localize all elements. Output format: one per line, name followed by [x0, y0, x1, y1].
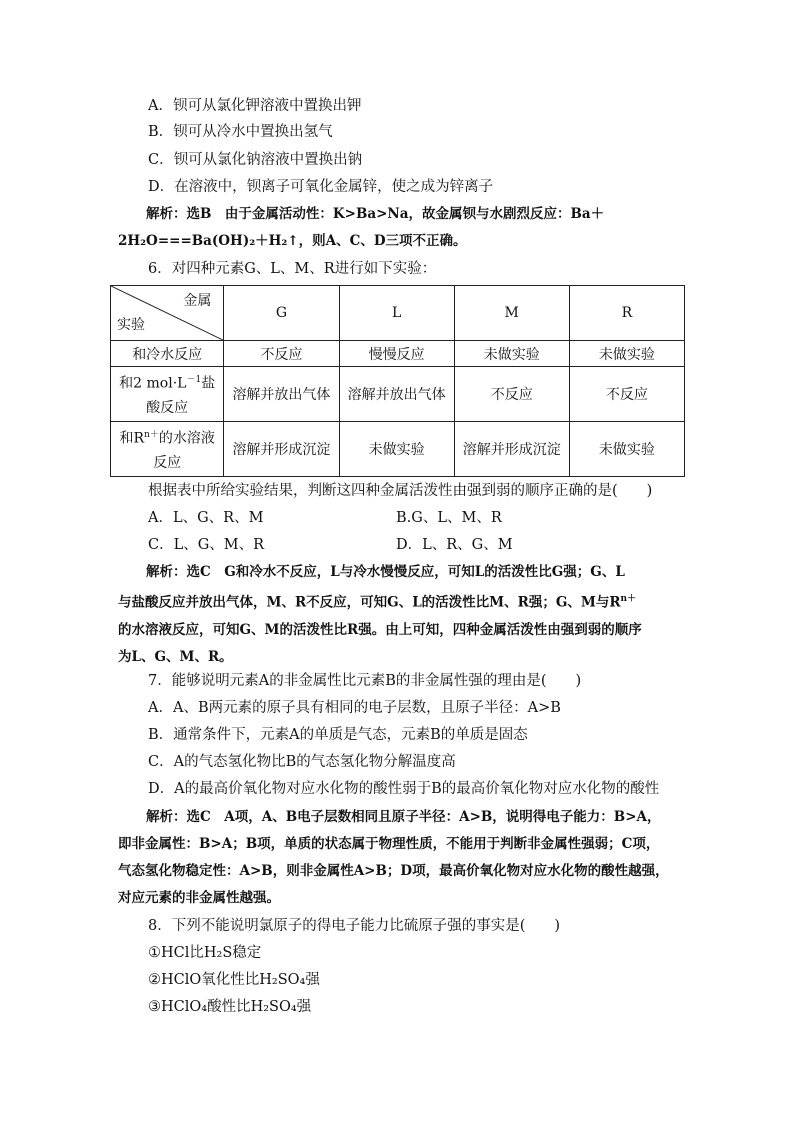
table-cell: 未做实验: [569, 341, 684, 367]
q5-option-c: C．钡可从氯化钠溶液中置换出钠: [148, 152, 363, 168]
q6-option-a: A．L、G、R、M: [148, 510, 264, 526]
row-label-text: 的水溶液: [158, 430, 215, 447]
q6-option-c: C．L、G、M、R: [148, 537, 265, 553]
row-label-text: 酸反应: [146, 399, 189, 416]
table-header-row: [111, 286, 685, 341]
q8-item-3: ③HClO₄酸性比H₂SO₄强: [148, 999, 312, 1015]
q6-option-b: B.G、L、M、R: [396, 510, 502, 526]
row-label: 和冷水反应: [111, 341, 224, 367]
q6-exp-line: 为L、G、M、R。: [118, 648, 233, 665]
q7-exp-line: 气态氢化物稳定性：A>B，则非金属性A>B；D项，最高价氧化物对应水化物的酸性越强，: [118, 863, 669, 879]
q7-exp-line: 解析：选C A项，A、B电子层数相同且原子半径：A>B，说明得电子能力：B>A，: [146, 809, 661, 825]
row-label-sup: －1: [186, 375, 202, 386]
table-cell: 不反应: [569, 367, 684, 422]
q6-question: 根据表中所给实验结果，判断这四种金属活泼性由强到弱的顺序正确的是( ): [148, 483, 653, 499]
q5-exp-equation: 2H₂O===Ba(OH)₂＋H₂↑: [118, 233, 299, 249]
q7-option-b: B．通常条件下，元素A的单质是气态，元素B的单质是固态: [148, 727, 528, 743]
corner-label-metal: 金属: [183, 293, 212, 309]
table-cell: 未做实验: [339, 422, 454, 477]
q7-exp-line: 对应元素的非金属性越强。: [118, 890, 280, 906]
table-cell: 未做实验: [454, 341, 569, 367]
q6-exp-sup: n＋: [620, 594, 637, 604]
q8-item-1: ①HCl比H₂S稳定: [148, 945, 262, 961]
row-label-text: 反应: [153, 454, 182, 471]
header-r: R: [569, 286, 684, 341]
table-cell: 溶解并放出气体: [339, 367, 454, 422]
header-l: L: [339, 286, 454, 341]
table-cell: 慢慢反应: [339, 341, 454, 367]
table-cell: 未做实验: [569, 422, 684, 477]
row-label-text: 和2 mol·L: [119, 375, 187, 392]
row-label: [111, 367, 224, 422]
q6-exp-line: 解析：选C G和冷水不反应，L与冷水慢慢反应，可知L的活泼性比G强；G、L: [146, 564, 625, 580]
table-row: [111, 341, 685, 367]
table-cell: 不反应: [224, 341, 339, 367]
table-cell: 溶解并放出气体: [224, 367, 339, 422]
row-label-sup: n＋: [144, 430, 159, 441]
q6-explanation: [118, 559, 678, 671]
row-label-text: 和R: [119, 430, 145, 447]
table-cell: 溶解并形成沉淀: [454, 422, 569, 477]
row-label-text: 盐: [201, 375, 216, 392]
table-corner-cell: [111, 286, 224, 341]
header-m: M: [454, 286, 569, 341]
q6-stem: 6．对四种元素G、L、M、R进行如下实验：: [148, 261, 437, 277]
q7-stem: 7．能够说明元素A的非金属性比元素B的非金属性强的理由是( ): [148, 673, 582, 689]
table-cell: 溶解并形成沉淀: [224, 422, 339, 477]
q7-option-c: C．A的气态氢化物比B的气态氢化物分解温度高: [148, 754, 456, 770]
q6-exp-line: 与盐酸反应并放出气体，M、R不反应，可知G、L的活泼性比M、R强；G、M与R: [118, 594, 621, 611]
row-label: [111, 422, 224, 477]
q5-exp-tail: ，则A、C、D三项不正确。: [298, 233, 467, 249]
q5-explanation: [118, 201, 678, 255]
q6-option-d: D．L、R、G、M: [396, 537, 513, 553]
q7-exp-line: 即非金属性：B>A；B项，单质的状态属于物理性质，不能用于判断非金属性强弱；C项，: [118, 836, 660, 852]
table-row: [111, 367, 685, 422]
q5-exp-text: 解析：选B 由于金属活动性：K>Ba>Na，故金属钡与水剧烈反应：Ba＋: [146, 206, 605, 222]
header-g: G: [224, 286, 339, 341]
q5-option-b: B．钡可从冷水中置换出氢气: [148, 124, 333, 140]
q5-option-d: D．在溶液中，钡离子可氧化金属锌，使之成为锌离子: [148, 179, 494, 195]
q8-stem: 8．下列不能说明氯原子的得电子能力比硫原子强的事实是( ): [148, 918, 561, 934]
table-cell: 不反应: [454, 367, 569, 422]
q7-option-d: D．A的最高价氧化物对应水化物的酸性弱于B的最高价氧化物对应水化物的酸性: [148, 781, 660, 797]
corner-label-experiment: 实验: [117, 317, 145, 333]
table-row: [111, 422, 685, 477]
experiment-table: [110, 285, 685, 477]
q6-exp-line: 的水溶液反应，可知G、M的活泼性比R强。由上可知，四种金属活泼性由强到弱的顺序: [118, 621, 642, 638]
q7-option-a: A．A、B两元素的原子具有相同的电子层数，且原子半径：A>B: [148, 700, 561, 716]
q8-item-2: ②HClO氧化性比H₂SO₄强: [148, 972, 320, 988]
q5-option-a: A．钡可从氯化钾溶液中置换出钾: [148, 98, 362, 114]
q7-explanation: [118, 804, 678, 912]
